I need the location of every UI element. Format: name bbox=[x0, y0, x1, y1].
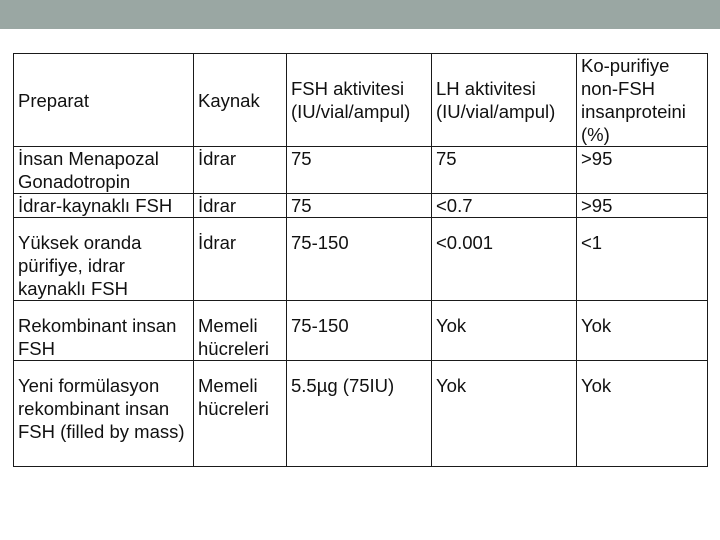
fsh-preparations-table bbox=[13, 53, 708, 467]
cell-lh: <0.001 bbox=[432, 218, 577, 301]
cell-preparat: İdrar-kaynaklı FSH bbox=[14, 194, 194, 218]
cell-protein: <1 bbox=[577, 218, 708, 301]
cell-fsh: 75-150 bbox=[287, 218, 432, 301]
cell-kaynak: İdrar bbox=[194, 194, 287, 218]
cell-lh: Yok bbox=[432, 361, 577, 467]
cell-preparat: Yeni formülasyon rekombinant insan FSH (filled by mass) bbox=[14, 361, 194, 467]
cell-preparat: Rekombinant insan FSH bbox=[14, 301, 194, 361]
cell-lh: <0.7 bbox=[432, 194, 577, 218]
table-row bbox=[14, 218, 708, 301]
table-row bbox=[14, 147, 708, 194]
cell-kaynak: İdrar bbox=[194, 147, 287, 194]
cell-lh: 75 bbox=[432, 147, 577, 194]
header-preparat: Preparat bbox=[14, 54, 194, 147]
cell-protein: Yok bbox=[577, 301, 708, 361]
table-row bbox=[14, 361, 708, 467]
table-row bbox=[14, 194, 708, 218]
header-kaynak: Kaynak bbox=[194, 54, 287, 147]
cell-protein: >95 bbox=[577, 194, 708, 218]
cell-protein: >95 bbox=[577, 147, 708, 194]
cell-preparat: Yüksek oranda pürifiye, idrar kaynaklı FSH bbox=[14, 218, 194, 301]
cell-lh: Yok bbox=[432, 301, 577, 361]
cell-preparat: İnsan Menapozal Gonadotropin bbox=[14, 147, 194, 194]
cell-protein: Yok bbox=[577, 361, 708, 467]
cell-fsh: 5.5µg (75IU) bbox=[287, 361, 432, 467]
cell-fsh: 75-150 bbox=[287, 301, 432, 361]
table-header-row bbox=[14, 54, 708, 147]
header-fsh-activity: FSH aktivitesi (IU/vial/ampul) bbox=[287, 54, 432, 147]
slide-top-bar bbox=[0, 0, 720, 29]
cell-kaynak: Memeli hücreleri bbox=[194, 361, 287, 467]
cell-fsh: 75 bbox=[287, 147, 432, 194]
cell-fsh: 75 bbox=[287, 194, 432, 218]
header-non-fsh-protein: Ko-purifiye non-FSH insanproteini (%) bbox=[577, 54, 708, 147]
cell-kaynak: Memeli hücreleri bbox=[194, 301, 287, 361]
table-row bbox=[14, 301, 708, 361]
header-lh-activity: LH aktivitesi (IU/vial/ampul) bbox=[432, 54, 577, 147]
cell-kaynak: İdrar bbox=[194, 218, 287, 301]
